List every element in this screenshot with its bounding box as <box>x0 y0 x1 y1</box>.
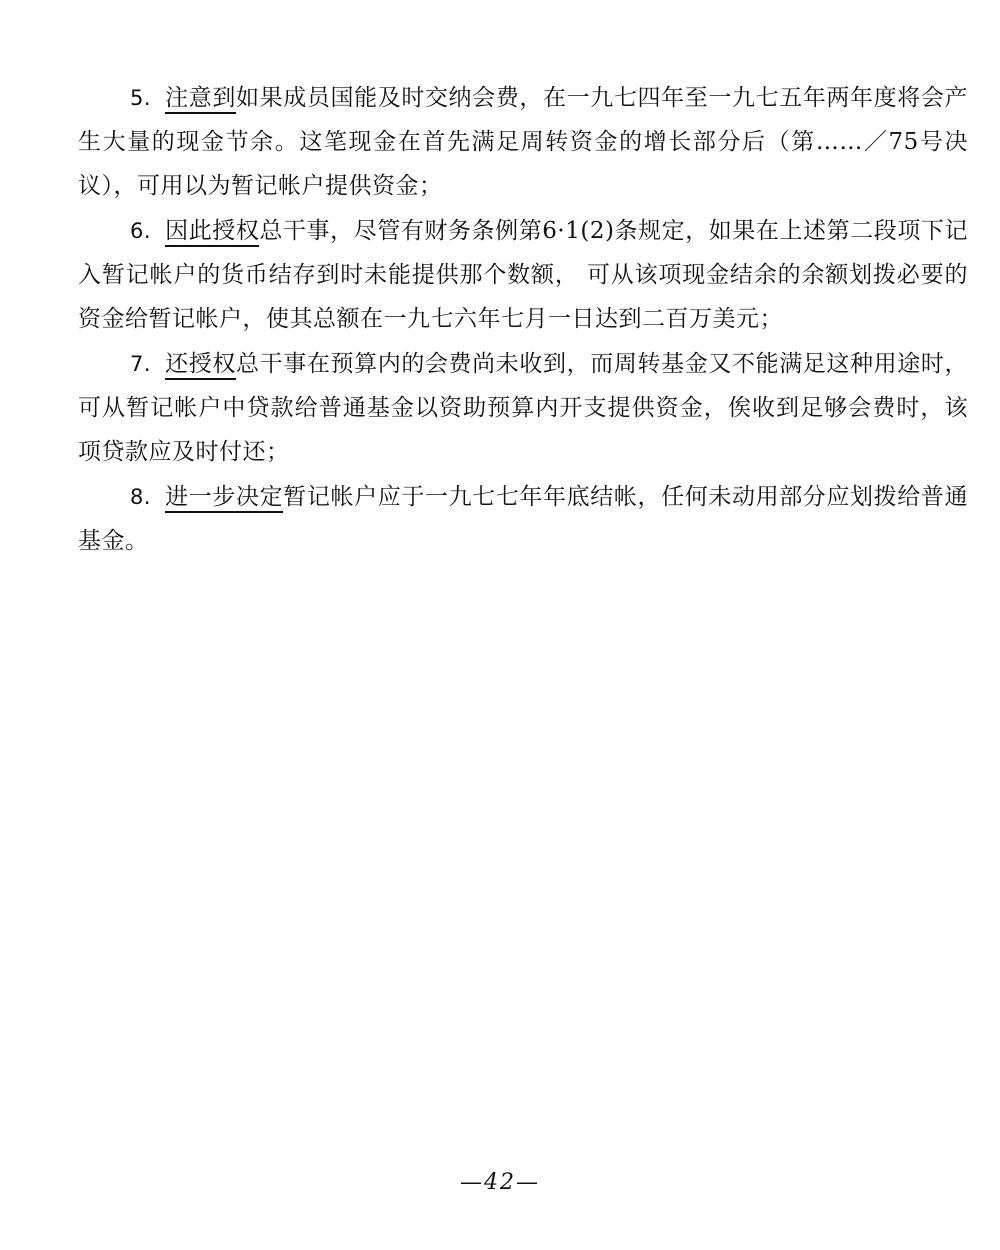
paragraph-6 <box>78 209 968 341</box>
paragraph-number: 5. <box>130 86 152 110</box>
paragraph-lead-phrase: 注意到 <box>165 85 236 114</box>
paragraph-8 <box>78 475 968 563</box>
paragraph-lead-phrase: 进一步决定 <box>165 484 283 513</box>
paragraph-lead-phrase: 因此授权 <box>165 218 259 247</box>
paragraph-7 <box>78 342 968 474</box>
page-number: —42— <box>460 1170 540 1195</box>
paragraph-body: 总干事在预算内的会费尚未收到，而周转基金又不能满足这种用途时， 可从暂记帐户中贷款给普通基金以资助预算内开支提供资金，俟收到足够会费时，该项贷款应及时付还； <box>78 351 969 465</box>
paragraph-number: 7. <box>130 352 152 376</box>
paragraph-number: 6. <box>130 219 152 243</box>
paragraph-lead-phrase: 还授权 <box>165 351 236 380</box>
paragraph-body: 暂记帐户应于一九七七年年底结帐，任何未动用部分应划拨给普通基金。 <box>78 484 969 554</box>
paragraph-5 <box>78 76 968 208</box>
paragraph-body: 总干事，尽管有财务条例第6·1(2)条规定，如果在上述第二段项下记入暂记帐户的货币结存到时未能提供那个数额， 可从该项现金结余的余额划拨必要的资金给暂记帐户，使其总额在一九七六年七月一日达到二百万美元； <box>78 218 968 332</box>
paragraph-number: 8. <box>130 485 152 509</box>
paragraph-body: 如果成员国能及时交纳会费，在一九七四年至一九七五年两年度将会产生大量的现金节余。这笔现金在首先满足周转资金的增长部分后（第……／75号决议），可用以为暂记帐户提供资金； <box>78 85 969 199</box>
